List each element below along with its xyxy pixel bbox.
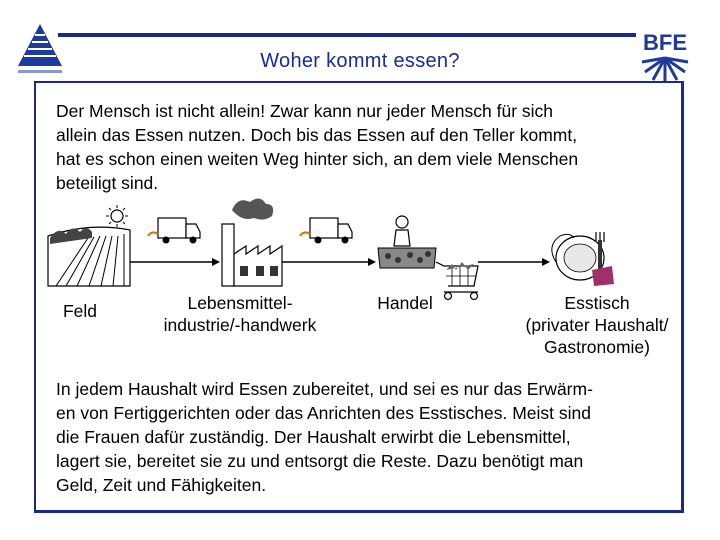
page-title: Woher kommt essen? [260, 50, 460, 72]
market-vendor-icon [378, 216, 436, 268]
truck-icon [300, 218, 352, 244]
plate-icon [552, 232, 614, 286]
body-paragraph: In jedem Haushalt wird Essen zubereitet, und sei es nur das Erwärm- en von Fertiggerichten oder das Anrichten des Esstisches. Meist sind die Frauen dafür zuständig. Der Haushalt erwirbt die Lebensmittel, lagert sie, bereitet sie zu und entsorgt die Reste. Dazu benötigt man Geld, Zeit und Fähigkeiten. [56, 379, 593, 495]
intro-paragraph: Der Mensch ist nicht allein! Zwar kann nur jeder Mensch für sich allein das Essen nutzen. Doch bis das Essen auf den Teller kommt, hat es schon einen weiten Weg hinter sich, an dem viele Menschen beteiligt sind. [56, 101, 579, 193]
factory-icon [222, 198, 282, 286]
station-label-esstisch: Esstisch (privater Haushalt/ Gastronomie) [525, 293, 669, 357]
station-label-handel: Handel [377, 293, 433, 313]
station-label-feld: Feld [62, 301, 98, 321]
bfe-logo-text: BFE [643, 30, 687, 55]
truck-icon [148, 218, 200, 244]
field-icon [48, 205, 130, 286]
station-label-industrie: Lebensmittel- industrie/-handwerk [163, 293, 317, 335]
